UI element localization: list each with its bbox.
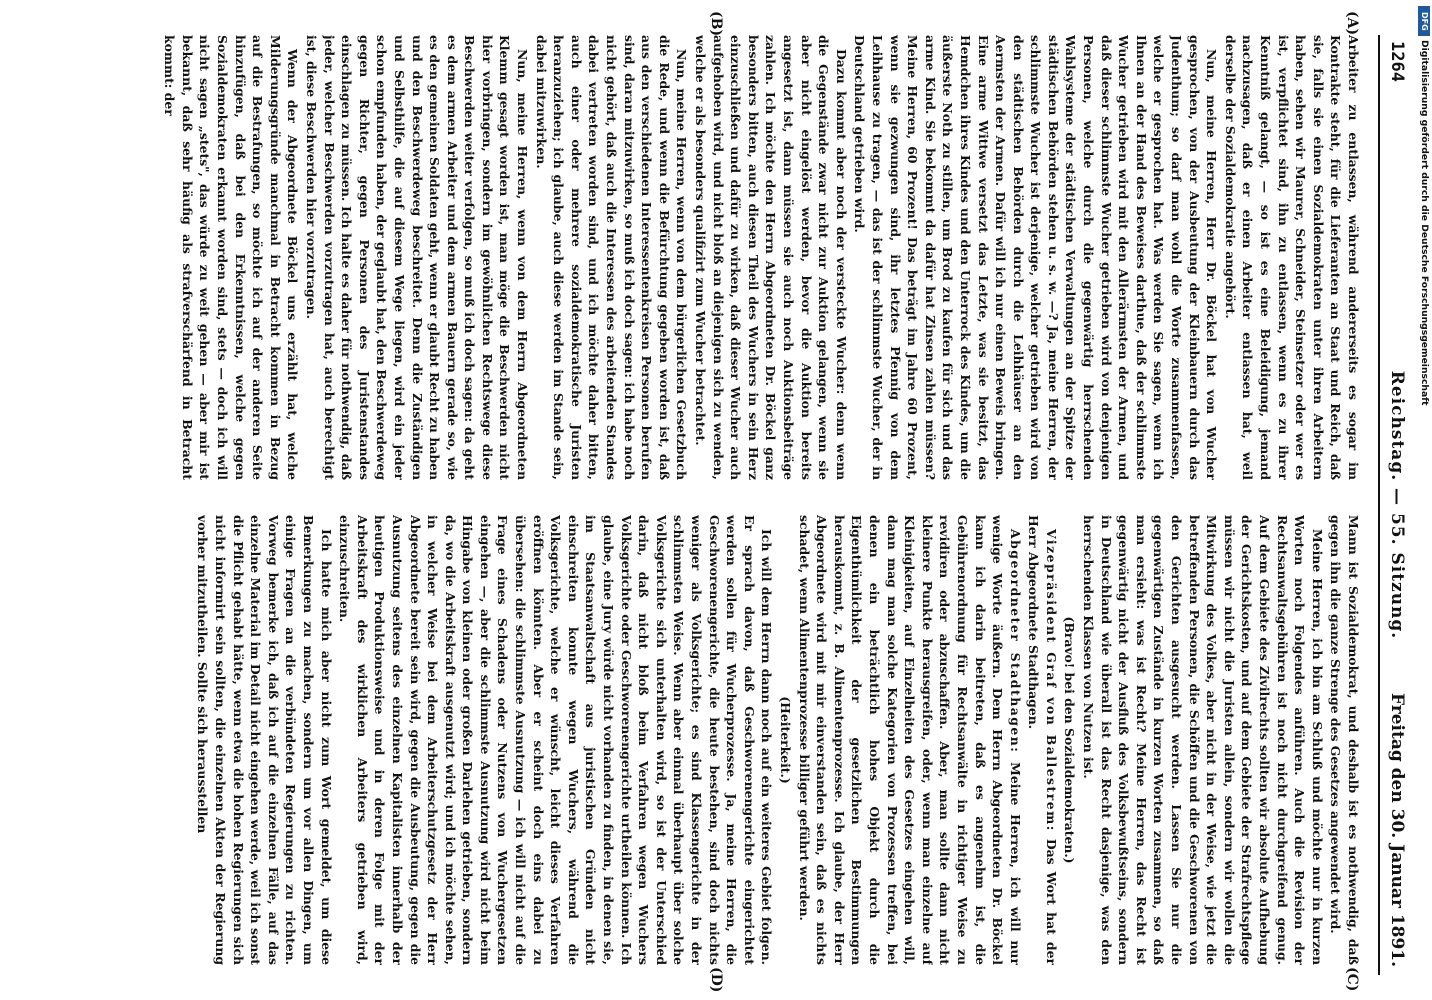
speaker-paragraph (795, 515, 1024, 965)
paragraph: Dazu kommt aber noch der versteckte Wucher: denn wenn die Gegenstände zwar nicht zur Auktion gelangen, wenn sie aber nicht eingelöst werden, bevor die Auktion bereits angesetzt ist, dann müssen sie auch noch Auktionsbeiträge zahlen. Ich möchte den Herrn Abgeordneten Dr. Böckel ganz besonders bitten, auch diesen Theil des Wuchers in sein Herz einzuschließen und dafür zu wirken, daß dieser Wucher auch aufgehoben wird, und nicht bloß an diejenigen sich zu wenden, welche er als besonders qualifizirt zum Wucher betrachtet. (693, 35, 849, 480)
paragraph: Nun, meine Herren, wenn von dem bürgerlichen Gesetzbuch die Rede, und wenn die Befürchtung gegeben worden ist, daß aus den verschiedenen Interessentenkreisen Personen berufen sind, daran mitzuwirken, so muß ich doch sagen: ich habe noch nicht gehört, daß auch die Interessen des arbeitenden Standes dabei vertreten worden sind, und ich möchte daher bitten, auch einer oder mehrere sozialdemokratische Juristen heranzuziehen; ich glaube, auch diese werden im Stande sein, dabei mitzuwirken. (533, 35, 690, 480)
paragraph: Meine Herren, ich bin am Schluß und möchte nur in kurzen Worten noch Folgendes anführen. Auch die Revision der Rechtsanwaltsgebühren ist noch nicht durchgreifend genug. Auf dem Gebiete des Zivilrechts sollten wir absolute Aufhebung der Gerichtskosten, und auf dem Gebiete der Strafrechtspflege müssen wir nicht die Juristen allein, sondern wir wollen die Mitwirkung des Volkes, aber nicht in der Weise, wie jetzt die betreffenden Personen, die Schöffen und die Geschworenen von den Gerichten ausgesucht werden. Lassen Sie nur die gegenwärtigen Zustände in kurzen Worten zusammen, so daß man ersieht: was ist Recht? Meine Herren, das Recht ist gegenwärtig nicht der Ausfluß des Volksbewußtseins, sondern in Deutschland wie überall ist das Recht dasjenige, was den herrschenden Klassen von Nutzen ist. (1081, 515, 1325, 965)
paragraph: Ich hatte mich aber nicht zum Wort gemeldet, um diese Bemerkungen zu machen, sondern um vor allen Dingen, um einige Fragen an die verbündeten Regierungen zu richten. Vorweg bemerke ich, daß ich auf die einzelnen Fälle, auf das einzelne Material im Detail nicht eingehen werde, weil ich sonst die Pflicht gehabt hätte, wenn etwa die hohen Regierungen sich nicht informirt sein sollten, die einzelnen Akten der Regierung vorher mitzutheilen. Sollte sich herausstellen (195, 515, 334, 965)
speaker-name: Vizepräsident Graf von Ballestrem: (1043, 529, 1059, 832)
session-date: Freitag den 30. Januar 1891. (1387, 693, 1407, 968)
margin-marker-a: (A) (1344, 11, 1360, 36)
margin-marker-d: (D) (708, 967, 724, 993)
rotated-page (4, 5, 1424, 995)
laughter-note: (Heiterkeit.) (778, 696, 793, 784)
page-header (1378, 35, 1410, 975)
speaker-paragraph (1025, 515, 1060, 965)
speech-text: Das Wort hat der Herr Abgeordnete Stadthagen. (1026, 515, 1059, 965)
paragraph: Nun, meine Herren, Herr Dr. Böckel hat von Wucher gesprochen, von der Ausbeutung der Kleinbauern durch das Judenthum; so darf man wohl die Worte zusammenfassen, welche er gesprochen hat. Was werden Sie sagen, wenn ich Ihnen an der Hand des Beweises darthue, daß der schlimmste Wucher getrieben wird mit den Allerärmsten der Armen, und daß dieser schlimmste Wucher getrieben wird von denjenigen Personen, welche durch die gegenwärtig herrschenden Wahlsysteme der städtischen Verwaltungen an der Spitze der städtischen Behörden stehen u. s. w. —? Ja, meine Herren, der schlimmste Wucher ist derjenige, welcher getrieben wird von den städtischen Behörden durch die Leihhäuser an den Aermsten der Armen. Dafür will ich nur einen Beweis bringen. Eine arme Wittwe versetzt das Letzte, was sie besitzt, das Hemdchen ihres Kindes und den Unterrock des Kindes, um die äußerste Noth zu stillen, um Brod zu kaufen für sich und das arme Kind. Sie bekommt da dafür hat Zinsen zahlen müssen? Meine Herren, 60 Prozent! Das beträgt im Jahre 60 Prozent, wenn sie gezwungen sind, ihr letztes Pfennig von dem Leihhause zu tragen, — das ist der schlimmste Wucher, der in Deutschland getrieben wird. (852, 35, 1220, 480)
paragraph: Wenn der Abgeordnete Böckel uns erzählt hat, welche Milderungsgründe manchmal in Betracht kommen in Bezug auf die Bestrafungen, so möchte ich auf der anderen Seite hinzufügen, daß bei den Erkenntnissen, welche gegen Sozialdemokraten erkannt worden sind, stets — doch ich will nicht sagen „stets", das würde zu weit gehen — aber mir ist bekannt, daß sehr häufig als strafverschärfend in Betracht kommt: der (162, 35, 301, 480)
paragraph: Mann ist Sozialdemokrat, und deshalb ist es nothwendig, daß gegen ihn die ganze Strenge des Gesetzes angewendet wird. (1328, 515, 1361, 965)
applause-note: (Bravo! bei den Sozialdemokraten.) (1062, 616, 1078, 864)
margin-marker-c: (C) (1344, 967, 1360, 992)
right-column (16, 515, 1362, 965)
digitization-credit: Digitalisierung gefördert durch die Deutsche Forschungsgemeinschaft (1419, 40, 1430, 406)
paragraph: Ich will dem Herrn dann noch auf ein weiteres Gebiet folgen. Er sprach davon, daß Geschworenengerichte eingerichtet werden sollen für Wucherprozesse. Ja, meine Herren, die Geschworenengerichte, die heute bestehen, sind doch nichts weniger als Volksgerichte; es sind Klassengerichte in der schlimmsten Weise. Wenn aber einmal überhaupt über solche Volksgerichte sich unterhalten wird, so ist der Unterschied darin, daß nicht bloß beim Verfahren wegen Wuchers Volksgerichte oder Geschworenengerichte urtheilen können. Ich glaube, eine Jury würde nicht vorhanden zu finden, in denen sie, im Staatsanwaltschaft aus juristischen Gründen nicht einschreiten konnte wegen Wuchers, während die Volksgerichte, welche er wünscht, leicht dieses Verfahren eröffnen könnten. Aber er scheint doch eins dabei zu übersehen: die schlimmste Ausnutzung — ich will nicht auf die Frage eines Schadens oder Nutzens von Wuchergesetzen eingehen —, aber die schlimmste Ausnutzung wird nicht beim Hingabe von kleinen oder großen Darlehen getrieben, sondern da, wo die Arbeitskraft ausgenutzt wird; und ich möchte sehen, in welcher Weise bei dem Arbeiterschutzgesetz der Herr Abgeordnete bereit sein wird, gegen die Ausbeutung, gegen die Ausnutzung seitens des einzelnen Kapitalisten innerhalb der heutigen Produktionsweise und in deren Folge mit der Arbeitskraft des wirklichen Arbeiters getrieben wird, einzuschreiten. (337, 515, 775, 965)
speaker-name: Abgeordneter Stadthagen: (1007, 529, 1023, 754)
speech-text: Meine Herren, ich will nur wenige Worte äußern. Dem Herrn Abgeordneten Dr. Böckel kann ich darin beitreten, daß es angenehm ist, die Gebührenordnung für Rechtsanwälte in richtiger Weise zu revidiren oder abzuschaffen. Aber, man sollte dann nicht kleinere Punkte herausgreifen, oder, wenn man einzelne auf Kleinigkeiten, auf Einzelheiten des Gesetzes eingehen will, dann mag man solche Kategorien von Prozessen treffen, bei denen ein beträchtlich hohes Objekt durch die Eigenthümlichkeit der gesetzlichen Bestimmungen herauskommt, z. B. Alimentenprozesse. Ich glaube, der Herr Abgeordnete wird mit mir einverstanden sein, daß es nichts schadet, wenn Alimentenprozesse billiger geführt werden. (796, 515, 1023, 965)
paragraph: Nun, meine Herren, wenn von dem Herrn Abgeordneten Klemm gesagt worden ist, man möge die Beschwerden nicht hier vorbringen, sondern im gewöhnlichen Rechtswege diese Beschwerden weiter verfolgen, so muß ich doch sagen: da geht es dem armen Arbeiter und dem armen Bauern gerade so, wie es den gemeinen Soldaten geht, wenn er glaubt Recht zu haben und den Beschwerdeweg beschreitet. Denn die Zuständigen und Selbsthilfe, die auf diesem Wege liegen, wird ein jeder schon empfunden haben, der geglaubt hat, den Beschwerdeweg gegen Richter, gegen Personen des Juristenstandes einschlagen zu müssen. Ich halte es daher für nothwendig, daß jeder, welcher Beschwerden vorzutragen hat, auch berechtigt ist, diese Beschwerden hier vorzutragen. (303, 35, 531, 480)
page-number: 1264 (1387, 41, 1407, 82)
dfg-logo: DFG (1418, 6, 1430, 36)
paragraph: Arbeiter zu entlassen, während andererseits es sogar im Kontrakte steht, für die Lieferanten an Staat und Reich, daß sie, falls sie einen Sozialdemokraten unter ihren Arbeitern haben, sehen wir Maurer, Schneider, Steinsetzer oder wer es ist, verpflichtet sind, ihn zu entlassen, wenn es zu ihrer Kenntniß gelangt, — so ist es eine Beleidigung, jemand nachzusagen, daß er einen Arbeiter entlassen hat, weil derselbe der Sozialdemokratie angehört. (1222, 35, 1361, 480)
left-column (16, 35, 1362, 480)
page-title: Reichstag. — 55. Sitzung. (1387, 370, 1407, 640)
margin-marker-b: (B) (708, 11, 724, 37)
